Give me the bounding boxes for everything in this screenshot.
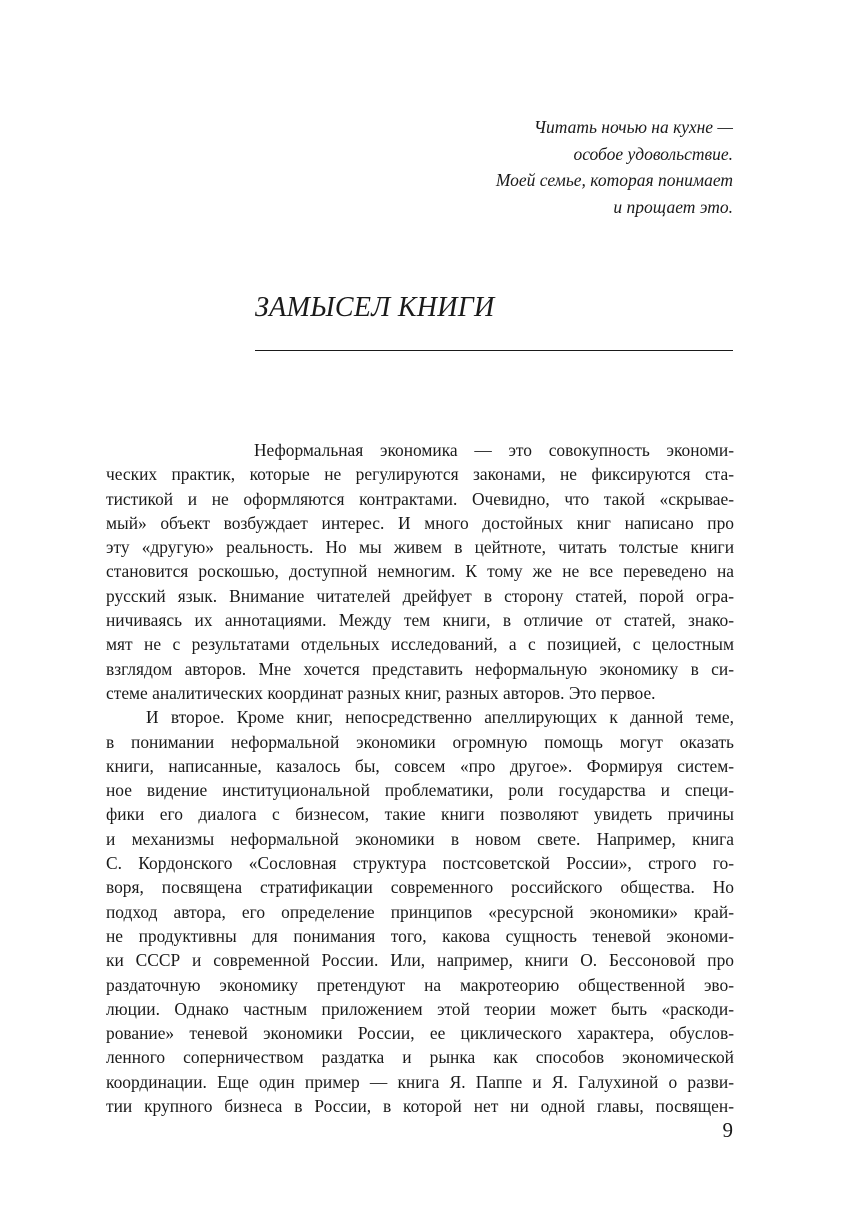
text-line: координации. Еще один пример — книга Я. Паппе и Я. Галухиной о разви- bbox=[106, 1071, 734, 1092]
text-line: ческих практик, которые не регулируются законами, не фиксируются ста- bbox=[106, 464, 734, 485]
text-line: взглядом авторов. Мне хочется представить неформальную экономику в си- bbox=[106, 658, 734, 679]
text-line: в понимании неформальной экономики огромную помощь могут оказать bbox=[106, 731, 734, 752]
text-line: эту «другую» реальность. Но мы живем в цейтноте, читать толстые книги bbox=[106, 537, 734, 558]
text-line: ленного соперничеством раздатка и рынка как способов экономической bbox=[106, 1047, 734, 1068]
epigraph-line: Моей семье, которая понимает bbox=[495, 170, 733, 190]
text-line: мят не с результатами отдельных исследований, а с позицией, с целостным bbox=[106, 634, 734, 655]
text-line: ки СССР и современной России. Или, например, книги О. Бессоновой про bbox=[106, 950, 734, 971]
text-line: подход автора, его определение принципов «ресурсной экономики» край- bbox=[106, 901, 734, 922]
text-line: И второе. Кроме книг, непосредственно апеллирующих к данной теме, bbox=[146, 707, 734, 728]
epigraph-line: особое удовольствие. bbox=[573, 143, 733, 164]
text-line: люции. Однако частным приложением этой теории может быть «раскоди- bbox=[106, 998, 734, 1019]
text-line: воря, посвящена стратификации современного российского общества. Но bbox=[106, 877, 734, 898]
epigraph-line: Читать ночью на кухне — bbox=[533, 117, 733, 137]
epigraph-line: и прощает это. bbox=[613, 196, 733, 217]
text-line: тистикой и не оформляются контрактами. Очевидно, что такой «скрывае- bbox=[106, 488, 734, 509]
text-line: ное видение институциональной проблематики, роли государства и специ- bbox=[106, 780, 734, 801]
title-divider bbox=[255, 350, 733, 351]
text-line: раздаточную экономику претендуют на макротеорию общественной эво- bbox=[106, 974, 734, 995]
text-line: становится роскошью, доступной немногим. К тому же не все переведено на bbox=[106, 561, 734, 582]
text-line: мый» объект возбуждает интерес. И много достойных книг написано про bbox=[106, 512, 734, 533]
text-line: рование» теневой экономики России, ее циклического характера, обуслов- bbox=[106, 1023, 734, 1044]
text-line: русский язык. Внимание читателей дрейфует в сторону статей, порой огра- bbox=[106, 585, 734, 606]
text-line: С. Кордонского «Сословная структура постсоветской России», строго го- bbox=[106, 853, 734, 874]
page-number: 9 bbox=[722, 1118, 733, 1142]
chapter-title: ЗАМЫСЕЛ КНИГИ bbox=[255, 292, 495, 323]
text-line: Неформальная экономика — это совокупность экономи- bbox=[254, 440, 734, 460]
text-line: стеме аналитических координат разных книг, разных авторов. Это первое. bbox=[106, 682, 656, 703]
text-line: не продуктивны для понимания того, какова сущность теневой экономи- bbox=[106, 925, 734, 946]
text-line: фики его диалога с бизнесом, такие книги позволяют увидеть причины bbox=[106, 804, 734, 825]
text-line: ничиваясь их аннотациями. Между тем книги, в отличие от статей, знако- bbox=[106, 610, 734, 631]
text-line: книги, написанные, казалось бы, совсем «про другое». Формируя систем- bbox=[106, 755, 734, 776]
body-text bbox=[106, 438, 734, 1118]
text-line: тии крупного бизнеса в России, в которой нет ни одной главы, посвящен- bbox=[106, 1096, 734, 1117]
text-line: и механизмы неформальной экономики в новом свете. Например, книга bbox=[106, 828, 734, 849]
epigraph bbox=[496, 114, 733, 220]
